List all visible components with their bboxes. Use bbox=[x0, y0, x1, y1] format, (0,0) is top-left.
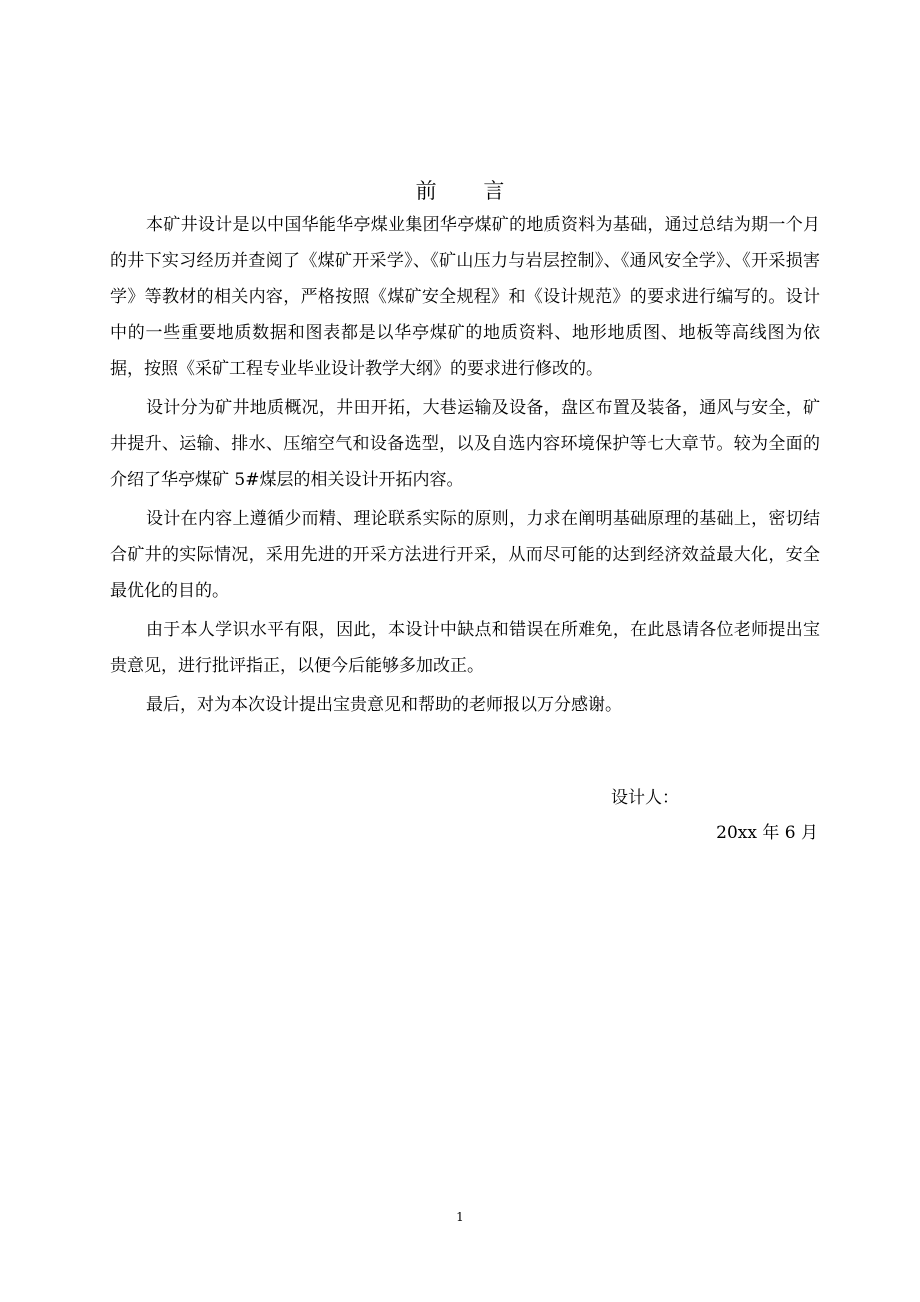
page-title: 前 言 bbox=[415, 179, 525, 203]
paragraph-4: 由于本人学识水平有限，因此，本设计中缺点和错误在所难免，在此恳请各位老师提出宝贵意见，进行批评指正，以便今后能够多加改正。 bbox=[110, 620, 820, 676]
paragraph-5: 最后，对为本次设计提出宝贵意见和帮助的老师报以万分感谢。 bbox=[146, 695, 622, 715]
paragraph-3: 设计在内容上遵循少而精、理论联系实际的原则，力求在阐明基础原理的基础上，密切结合矿井的实际情况，采用先进的开采方法进行开采，从而尽可能的达到经济效益最大化，安全最优化的目的。 bbox=[110, 509, 820, 601]
paragraph-1: 本矿井设计是以中国华能华亭煤业集团华亭煤矿的地质资料为基础，通过总结为期一个月的井下实习经历并查阅了《煤矿开采学》、《矿山压力与岩层控制》、《通风安全学》、《开采损害学》等教材的相关内容，严格按照《煤矿安全规程》和《设计规范》的要求进行编写的。设计中的一些重要地质数据和图表都是以华亭煤矿的地质资料、地形地质图、地板等高线图为依据，按照《采矿工程专业毕业设计教学大纲》的要求进行修改的。 bbox=[110, 215, 820, 379]
signature-date: 20xx 年 6 月 bbox=[716, 823, 818, 843]
signer-label: 设计人： bbox=[611, 788, 679, 808]
paragraph-2: 设计分为矿井地质概况，井田开拓，大巷运输及设备，盘区布置及装备，通风与安全，矿井提升、运输、排水、压缩空气和设备选型，以及自选内容环境保护等七大章节。较为全面的介绍了华亭煤矿 5#煤层的相关设计开拓内容。 bbox=[110, 398, 820, 490]
preface-body bbox=[110, 207, 820, 726]
page-number: 1 bbox=[456, 1210, 464, 1224]
